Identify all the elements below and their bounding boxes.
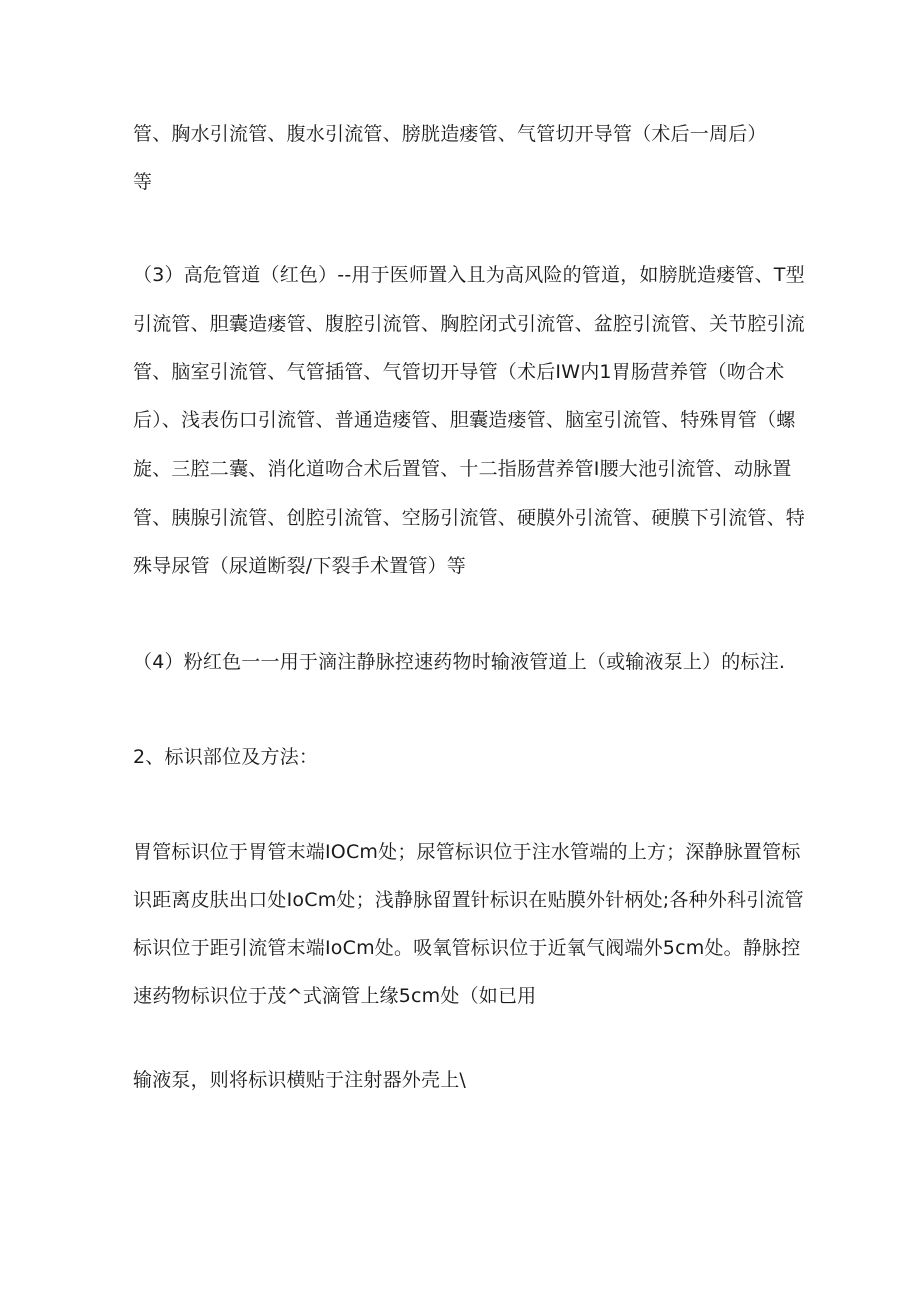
text-line: 识距离皮肤出口处IoCm处；浅静脉留置针标识在贴膜外针柄处;各种外科引流管 xyxy=(133,889,804,911)
text-line: 引流管、胆囊造瘘管、腹腔引流管、胸腔闭式引流管、盆腔引流管、关节腔引流 xyxy=(133,313,806,335)
text-line: 胃管标识位于胃管末端IOCm处；尿管标识位于注水管端的上方；深静脉置管标 xyxy=(133,841,801,863)
text-line: 输液泵，则将标识横贴于注射器外壳上\ xyxy=(133,1069,467,1091)
text-line: 速药物标识位于茂^式滴管上缘5cm处（如已用 xyxy=(133,985,537,1007)
text-line: 管、胰腺引流管、创腔引流管、空肠引流管、硬膜外引流管、硬膜下引流管、特 xyxy=(133,507,806,529)
text-line: 管、胸水引流管、腹水引流管、膀胱造瘘管、气管切开导管（术后一周后） xyxy=(133,123,767,145)
text-line: （4）粉红色一一用于滴注静脉控速药物时输液管道上（或输液泵上）的标注. xyxy=(133,651,786,673)
text-line: 等 xyxy=(133,171,153,193)
text-line: 旋、三腔二囊、消化道吻合术后置管、十二指肠营养管I腰大池引流管、动脉置 xyxy=(133,458,792,480)
text-line: 管、脑室引流管、气管插管、气管切开导管（术后IW内1胃肠营养管（吻合术 xyxy=(133,361,785,383)
text-line: 后）、浅表伤口引流管、普通造瘘管、胆囊造瘘管、脑室引流管、特殊胃管（螺 xyxy=(133,409,796,431)
text-line: 标识位于距引流管末端IoCm处。吸氧管标识位于近氧气阀端外5cm处。静脉控 xyxy=(133,937,801,959)
text-line: （3）高危管道（红色）--用于医师置入且为高风险的管道，如膀胱造瘘管、T型 xyxy=(133,264,805,286)
section-heading: 2、标识部位及方法： xyxy=(133,746,319,768)
text-line: 殊导尿管（尿道断裂/下裂手术置管）等 xyxy=(133,555,467,577)
